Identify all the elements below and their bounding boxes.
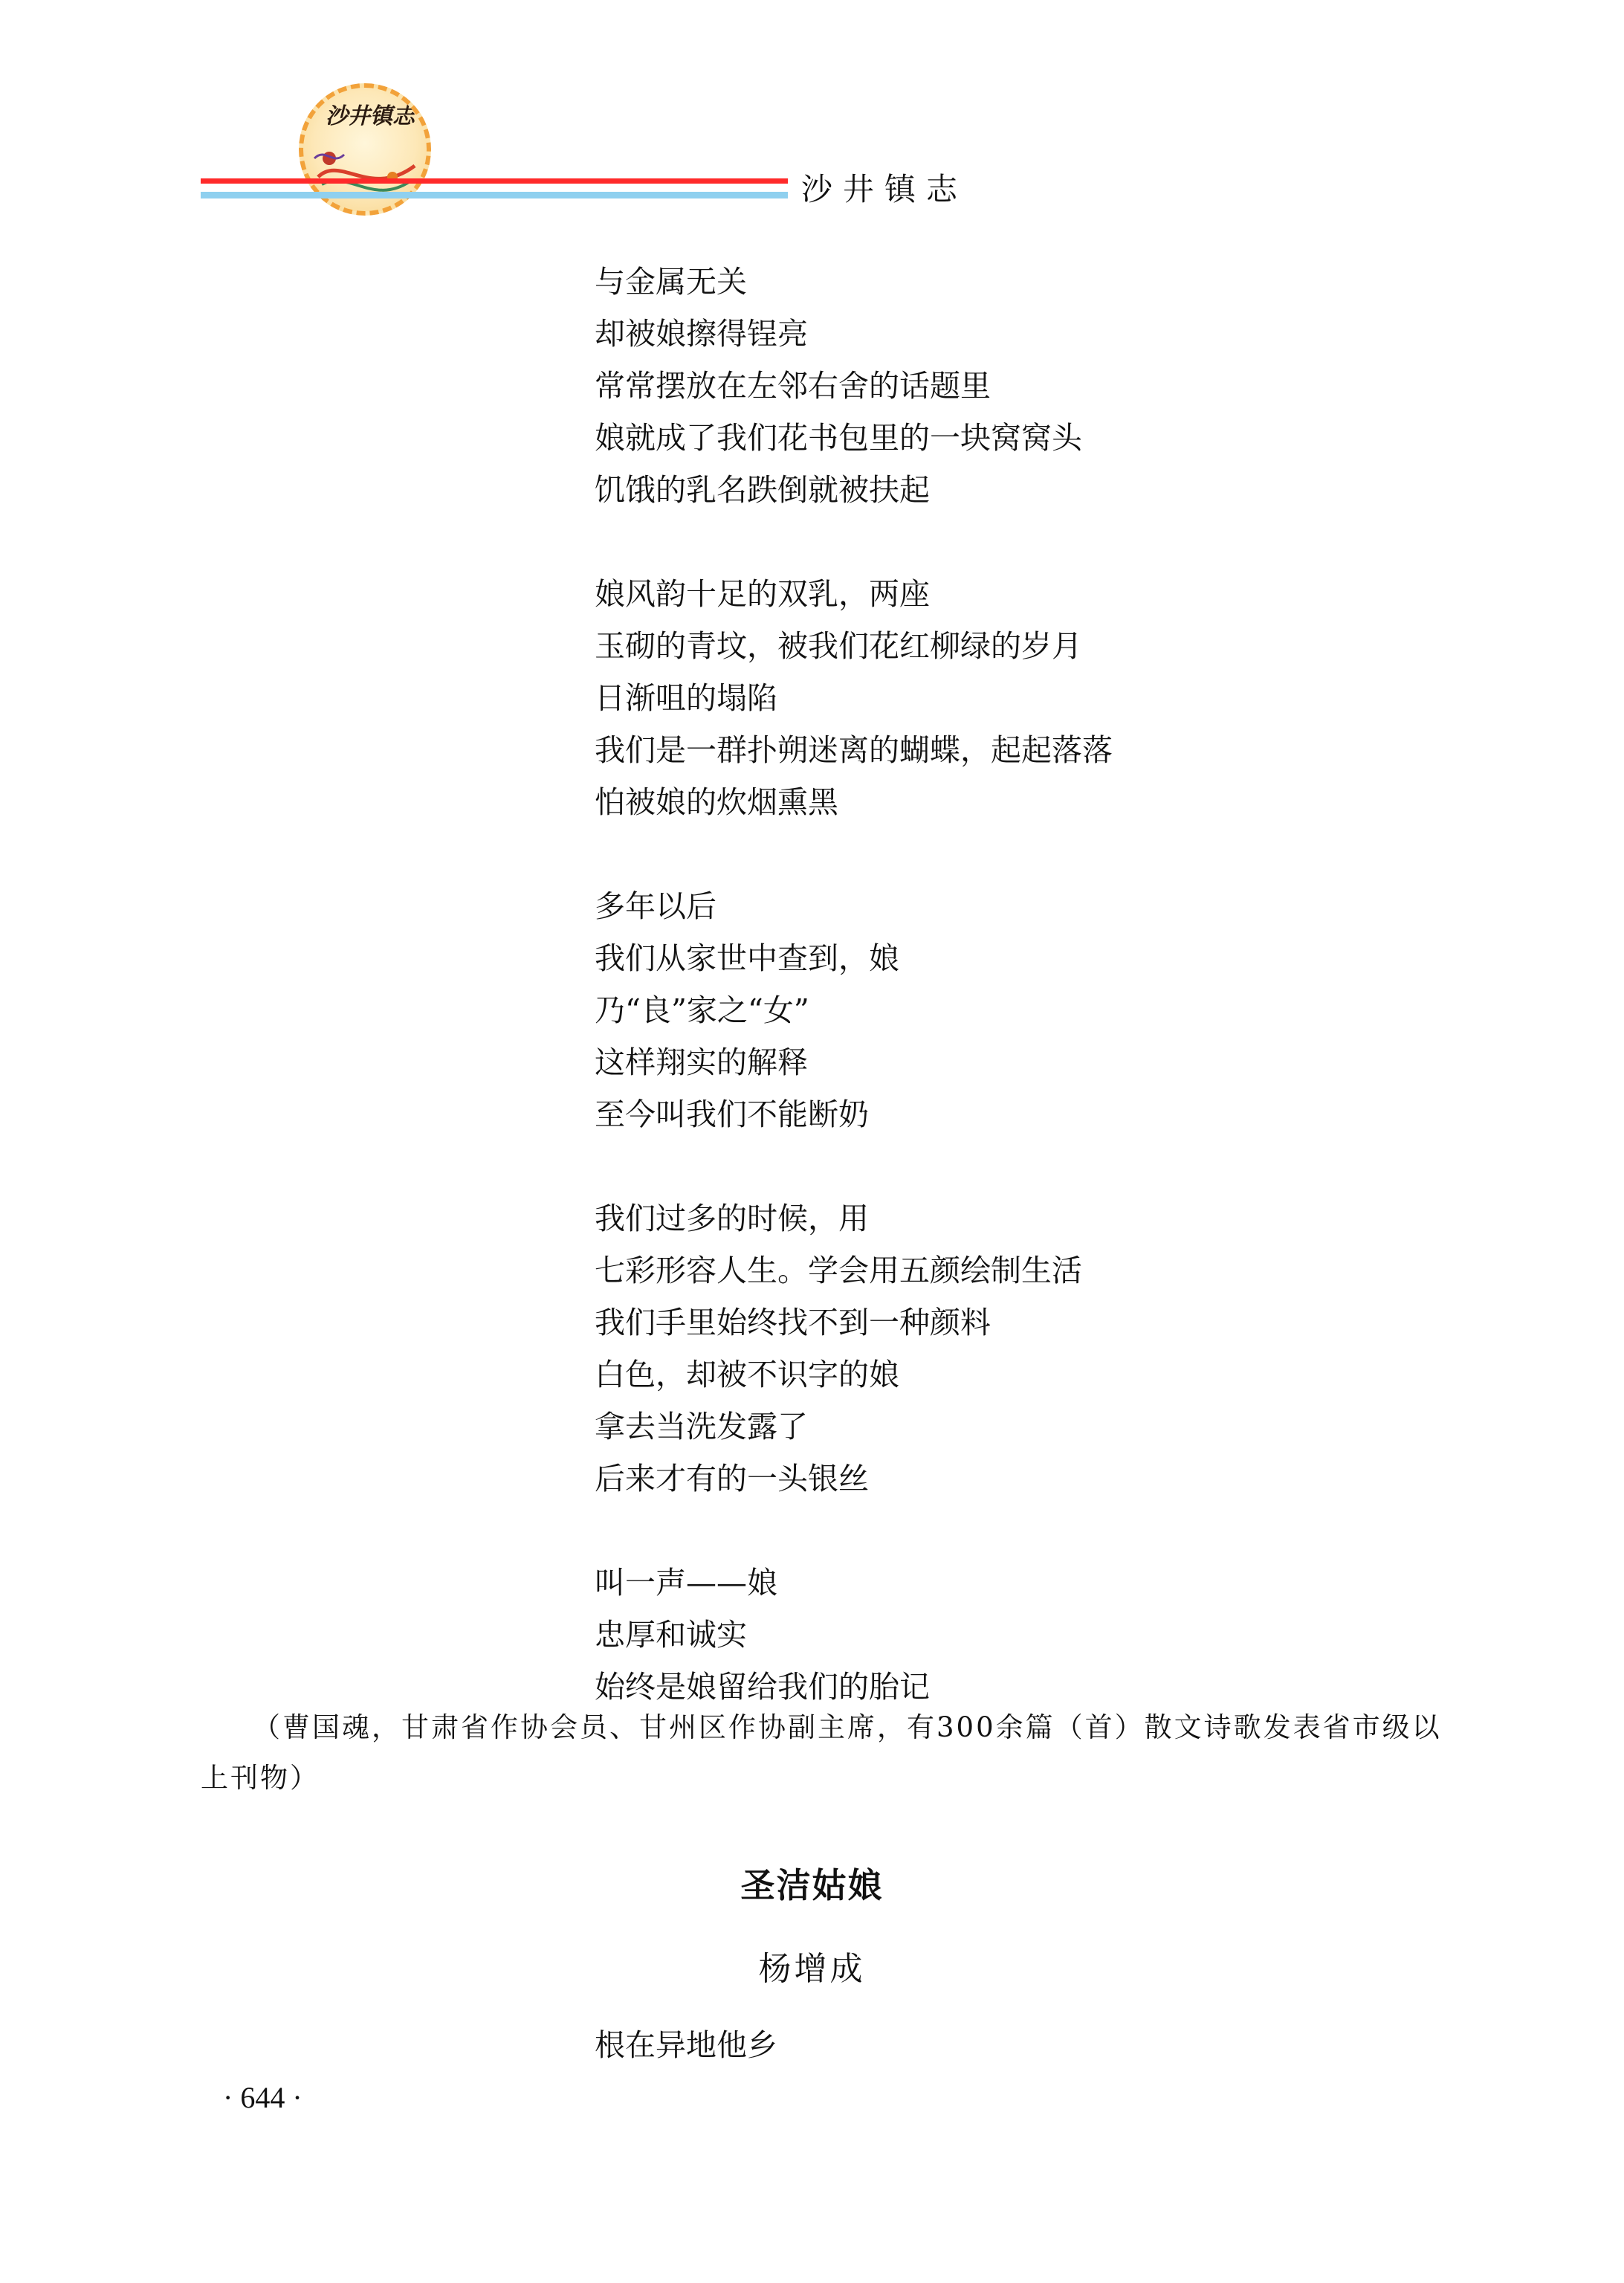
poem-line: 始终是娘留给我们的胎记 (595, 1669, 930, 1705)
running-title: 沙井镇志 (801, 171, 968, 207)
poem-line: 后来才有的一头银丝 (595, 1461, 869, 1496)
poem-line: 玉砌的青坟，被我们花红柳绿的岁月 (595, 628, 1082, 664)
poem-body (595, 256, 1561, 1713)
poem-line: 却被娘擦得锃亮 (595, 316, 808, 352)
poem-line: 日渐咀的塌陷 (595, 680, 777, 716)
poem-line: 我们过多的时候，用 (595, 1201, 869, 1236)
stanza (595, 1557, 1561, 1713)
poem-line: 我们手里始终找不到一种颜料 (595, 1305, 991, 1340)
poem-line: 白色，却被不识字的娘 (595, 1357, 899, 1392)
poem-line: 叫一声——娘 (595, 1565, 777, 1601)
logo-text: 沙井镇志 (326, 103, 415, 129)
poem-line: 这样翔实的解释 (595, 1044, 808, 1080)
author-note (201, 1702, 1457, 1804)
stanza (595, 568, 1561, 828)
page-number: · 644 · (223, 2081, 303, 2114)
header-rule-blue (201, 192, 788, 198)
poem-line: 与金属无关 (595, 264, 747, 300)
poem-line: 饥饿的乳名跌倒就被扶起 (595, 472, 930, 508)
poem-line: 七彩形容人生。学会用五颜绘制生活 (595, 1253, 1082, 1288)
author-note-text: （曹国魂，甘肃省作协会员、甘州区作协副主席，有300余篇（首）散文诗歌发表省市级以上刊物） (201, 1711, 1442, 1794)
poem-line: 我们是一群扑朔迷离的蝴蝶，起起落落 (595, 732, 1113, 768)
poem-line: 乃“良”家之“女” (595, 992, 809, 1028)
poem-line: 忠厚和诚实 (595, 1617, 747, 1653)
poem-line: 我们从家世中查到，娘 (595, 940, 899, 976)
poem-line: 娘风韵十足的双乳，两座 (595, 576, 930, 612)
page-header (0, 0, 1624, 223)
poem-line: 多年以后 (595, 888, 716, 924)
poem-first-line: 根在异地他乡 (595, 2027, 777, 2063)
poem-line: 娘就成了我们花书包里的一块窝窝头 (595, 420, 1082, 456)
poem-line: 常常摆放在左邻右舍的话题里 (595, 368, 991, 404)
poem-line: 至今叫我们不能断奶 (595, 1097, 869, 1132)
header-rule-red (201, 178, 788, 184)
poem-author: 杨增成 (758, 1950, 866, 1988)
poem-line: 拿去当洗发露了 (595, 1409, 808, 1444)
poem-line: 怕被娘的炊烟熏黑 (595, 784, 838, 820)
stanza (595, 1192, 1561, 1505)
stanza (595, 880, 1561, 1140)
stanza (595, 256, 1561, 516)
poem-title: 圣洁姑娘 (740, 1865, 884, 1905)
